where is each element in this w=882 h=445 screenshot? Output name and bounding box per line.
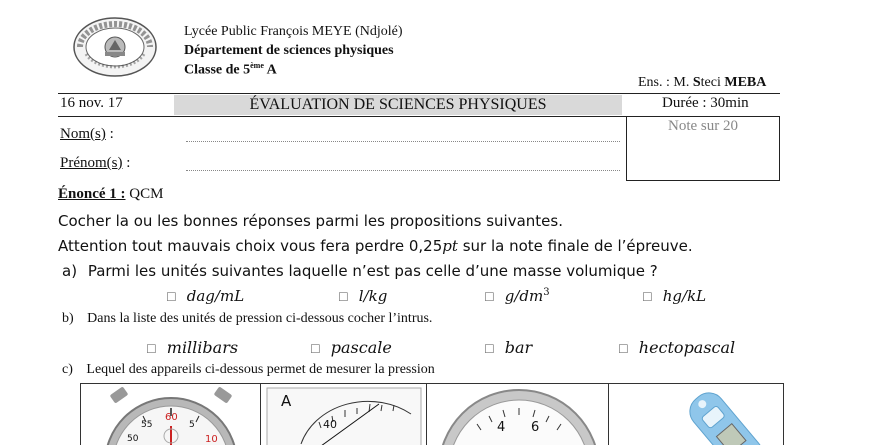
- option-a2[interactable]: [338, 287, 387, 305]
- question-a: [62, 262, 658, 280]
- checkbox-icon[interactable]: ☐: [484, 342, 495, 356]
- stopwatch-image[interactable]: [81, 384, 261, 445]
- class-name: [184, 61, 277, 79]
- note-label: Note sur 20: [668, 118, 738, 134]
- nom-label-text: Nom(s): [60, 126, 106, 142]
- class-suffix: A: [263, 62, 277, 78]
- option-b4-label: hectopascal: [638, 338, 736, 357]
- prenom-label: [60, 155, 130, 172]
- exercise-heading-type: QCM: [125, 186, 164, 202]
- checkbox-icon[interactable]: ☐: [618, 342, 629, 356]
- gauge-tick-6: 6: [531, 420, 540, 435]
- question-b-label: b): [62, 311, 74, 326]
- ammeter-image[interactable]: [261, 384, 427, 445]
- teacher-prefix: Ens. : M.: [638, 75, 693, 90]
- option-b2-label: pascale: [330, 338, 392, 357]
- question-c: [62, 362, 435, 378]
- warning-before: Attention tout mauvais choix vous fera perdre 0,25: [58, 237, 443, 255]
- prenom-label-text: Prénom(s): [60, 155, 123, 171]
- header-rule: [58, 93, 780, 94]
- manometer-image[interactable]: [427, 384, 609, 445]
- checkbox-icon[interactable]: ☐: [642, 290, 653, 304]
- option-a1[interactable]: [166, 287, 244, 305]
- option-b2[interactable]: [310, 338, 392, 357]
- option-a4[interactable]: [642, 287, 706, 305]
- option-a3-sup: 3: [543, 287, 550, 298]
- question-a-text: Parmi les unités suivantes laquelle n’est pas celle d’une masse volumique ?: [87, 262, 658, 280]
- department-name: Département de sciences physiques: [184, 43, 394, 58]
- stopwatch-tick-60: 60: [165, 412, 178, 423]
- note-box[interactable]: [626, 116, 780, 181]
- question-b-text: Dans la liste des unités de pression ci-dessous cocher l’intrus.: [87, 311, 433, 326]
- nom-label: [60, 126, 114, 143]
- option-b1[interactable]: [146, 338, 238, 357]
- device-images-row: [80, 383, 784, 445]
- checkbox-icon[interactable]: ☐: [310, 342, 321, 356]
- checkbox-icon[interactable]: ☐: [484, 290, 495, 304]
- stopwatch-tick-50: 50: [127, 434, 139, 444]
- class-sup: ème: [250, 61, 264, 70]
- question-a-label: a): [62, 262, 78, 280]
- meter-unit-letter: A: [281, 392, 292, 410]
- instruction-text: Cocher la ou les bonnes réponses parmi les propositions suivantes.: [58, 212, 563, 230]
- warning-after: sur la note finale de l’épreuve.: [457, 237, 693, 255]
- teacher-initial: S: [692, 75, 701, 90]
- meter-scale-value: 40: [323, 418, 337, 431]
- question-a-options: [0, 287, 882, 309]
- thermometer-image[interactable]: [609, 384, 785, 445]
- stopwatch-tick-55: 55: [141, 420, 153, 430]
- prenom-field[interactable]: [186, 170, 620, 171]
- school-seal-logo: [72, 16, 158, 78]
- exercise-heading: [58, 186, 163, 203]
- checkbox-icon[interactable]: ☐: [146, 342, 157, 356]
- question-b-options: [0, 338, 882, 360]
- option-a2-label: l/kg: [358, 287, 388, 305]
- stopwatch-tick-10: 10: [205, 434, 218, 445]
- option-a1-label: dag/mL: [186, 287, 245, 305]
- school-name: Lycée Public François MEYE (Ndjolé): [184, 24, 403, 39]
- teacher-name: [638, 75, 766, 91]
- nom-field[interactable]: [186, 141, 620, 142]
- class-prefix: Classe de 5: [184, 62, 251, 78]
- question-c-label: c): [62, 362, 73, 377]
- option-b4[interactable]: [618, 338, 735, 357]
- exercise-heading-label: Énoncé 1 :: [58, 186, 126, 202]
- question-b: [62, 311, 432, 327]
- prenom-label-colon: :: [122, 155, 131, 171]
- warning-unit: pt: [442, 237, 458, 255]
- nom-label-colon: :: [105, 126, 114, 142]
- teacher-rest: teci: [700, 75, 725, 90]
- warning-text: [58, 237, 693, 255]
- exam-duration: Durée : 30min: [662, 95, 749, 111]
- stopwatch-tick-5: 5: [189, 420, 195, 430]
- exam-date: 16 nov. 17: [60, 95, 123, 111]
- option-a3-label: g/dm: [504, 287, 544, 305]
- option-b3-label: bar: [504, 338, 533, 357]
- exam-title-banner: ÉVALUATION DE SCIENCES PHYSIQUES: [174, 95, 622, 115]
- teacher-last: MEBA: [724, 75, 767, 90]
- checkbox-icon[interactable]: ☐: [166, 290, 177, 304]
- gauge-tick-4: 4: [497, 420, 506, 435]
- checkbox-icon[interactable]: ☐: [338, 290, 349, 304]
- question-c-text: Lequel des appareils ci-dessous permet de mesurer la pression: [86, 362, 435, 377]
- option-b1-label: millibars: [166, 338, 239, 357]
- option-b3[interactable]: [484, 338, 532, 357]
- option-a3[interactable]: [484, 287, 550, 305]
- option-a4-label: hg/kL: [662, 287, 707, 305]
